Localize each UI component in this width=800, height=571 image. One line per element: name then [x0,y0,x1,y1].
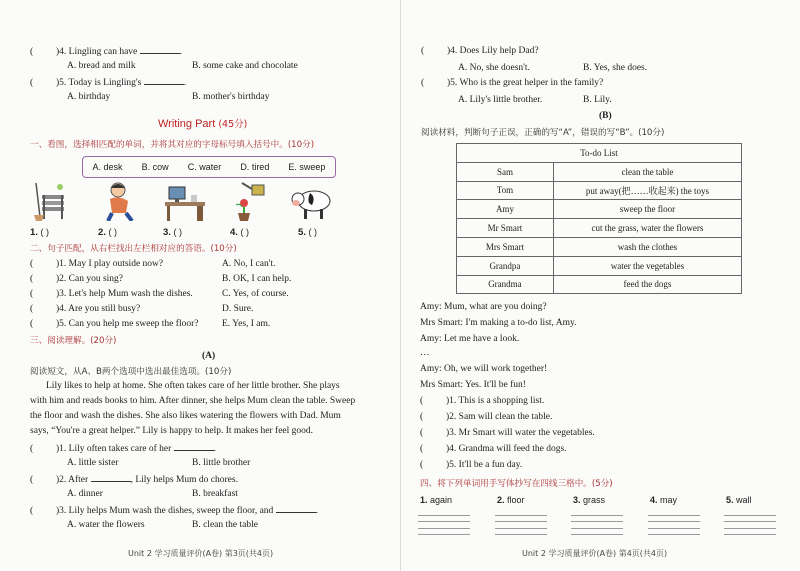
part-a-instruction: 阅读短文，从A、B两个选项中选出最佳选项。(10分) [30,367,232,377]
option-b: B. little brother [192,458,251,468]
answer-paren[interactable]: ( ) [308,227,317,237]
copy-word: 5. wall [726,495,752,505]
tf-question: ( )3. Mr Smart will water the vegetables. [420,428,595,438]
picture-label: 2. ( ) [98,227,117,238]
tf-question: ( )1. This is a shopping list. [420,396,545,406]
answer-paren[interactable]: ( ) [108,227,117,237]
match-answer: D. Sure. [222,304,254,314]
handwriting-lines[interactable] [571,509,623,535]
match-answer: A. No, I can't. [222,259,276,269]
answer-paren[interactable]: ( ) [240,227,249,237]
option-a: A. Lily's little brother. [458,95,543,105]
word-option: C. water [187,162,222,172]
tf-question: ( )2. Sam will clean the table. [420,412,553,422]
section-2-heading: 二、句子匹配，从右栏找出左栏相对应的答语。(10分) [30,244,237,254]
handwriting-lines[interactable] [724,509,776,535]
reading-question: ( )2. After , Lily helps Mum do chores. [30,475,238,485]
reading-question: ( )3. Lily helps Mum wash the dishes, sweep the floor, and . [30,506,319,516]
handwriting-lines[interactable] [495,509,547,535]
answer-blank[interactable] [144,76,184,85]
answer-blank[interactable] [140,45,180,54]
section-4-heading: 四、将下列单词用手写体抄写在四线三格中。(5分) [420,479,613,489]
option-b: B. clean the table [192,520,258,530]
tired-person-picture [98,181,142,221]
desk-picture [163,181,207,221]
passage-line: says, “You're a great helper.” Lily is happy to help. It makes her feel good. [30,426,314,436]
option-a: A. water the flowers [67,520,145,530]
question-5: ()5. Today is Lingling's . [30,78,187,88]
page-footer: Unit 2 学习质量评价(A卷) 第3页(共4页) [128,549,274,558]
table-row: Mrs Smart wash the clothes [457,237,742,256]
cow-picture [290,181,334,221]
writing-part-title: Writing Part (45分) [158,118,248,130]
table-row: Amy sweep the floor [457,200,742,219]
match-answer: B. OK, I can help. [222,274,292,284]
section-1-heading: 一、看图，选择相匹配的单词，并将其对应的字母标号填入括号中。(10分) [30,140,315,150]
dialog-line: Amy: Oh, we will work together! [420,364,548,374]
dialog-line: Amy: Mum, what are you doing? [420,302,547,312]
match-row: ( )3. Let's help Mum wash the dishes. [30,289,193,299]
match-row: ( )1. May I play outside now? [30,259,164,269]
copy-word: 3. grass [573,495,606,505]
table-row: Grandpa water the vegetables [457,256,742,275]
match-answer: C. Yes, of course. [222,289,289,299]
picture-label: 5. ( ) [298,227,317,238]
table-row: Tom put away(把……收起来) the toys [457,181,742,200]
match-answer: E. Yes, I am. [222,319,271,329]
todo-list-table [456,143,742,294]
passage-line: with him and reads books to him. After dinner, she helps Mum clean the table. Sweep [30,396,356,406]
option-b: B. Yes, she does. [583,63,648,73]
part-b-instruction: 阅读材料，判断句子正误，正确的写“A”，错误的写“B”。(10分) [421,128,665,138]
word-option: B. cow [141,162,169,172]
word-option: D. tired [240,162,270,172]
todo-title: To-do List [457,144,742,163]
sweeping-broom-picture [30,181,74,221]
handwriting-lines[interactable] [418,509,470,535]
answer-paren[interactable]: ( ) [40,227,49,237]
option-b: B. some cake and chocolate [192,61,298,71]
option-b: B. Lily. [583,95,612,105]
copy-word: 1. again [420,495,453,505]
question-4: ()4. Lingling can have . [30,47,183,57]
picture-label: 1. ( ) [30,227,49,238]
option-a: A. bread and milk [67,61,136,71]
reading-question: ( )1. Lily often takes care of her . [30,444,217,454]
option-a: A. No, she doesn't. [458,63,530,73]
dialog-line: … [420,348,430,358]
word-option: A. desk [92,162,123,172]
question-5: ( )5. Who is the great helper in the family? [421,78,604,88]
part-b-label: (B) [599,111,612,121]
option-a: A. birthday [67,92,111,102]
table-row: Mr Smart cut the grass, water the flowers [457,219,742,238]
option-a: A. dinner [67,489,103,499]
page-footer: Unit 2 学习质量评价(A卷) 第4页(共4页) [522,549,668,558]
option-b: B. mother's birthday [192,92,270,102]
tf-question: ( )5. It'll be a fun day. [420,460,523,470]
word-bank [82,156,336,178]
watering-can-picture [230,181,274,221]
part-a-label: (A) [202,351,216,361]
picture-label: 3. ( ) [163,227,182,238]
table-row: Grandma feed the dogs [457,275,742,294]
dialog-line: Mrs Smart: Yes. It'll be fun! [420,380,526,390]
option-b: B. breakfast [192,489,238,499]
dialog-line: Mrs Smart: I'm making a to-do list, Amy. [420,318,577,328]
question-4: ( )4. Does Lily help Dad? [421,46,539,56]
match-row: ( )2. Can you sing? [30,274,124,284]
word-option: E. sweep [288,162,326,172]
section-3-heading: 三、阅读理解。(20分) [30,336,117,346]
passage-line: the floor and wash the dishes. She also likes watering the flowers with Dad. Mum [30,411,341,421]
handwriting-lines[interactable] [648,509,700,535]
match-row: ( )4. Are you still busy? [30,304,141,314]
table-row: Sam clean the table [457,162,742,181]
option-a: A. little sister [67,458,119,468]
dialog-line: Amy: Let me have a look. [420,334,520,344]
copy-word: 2. floor [497,495,525,505]
answer-paren[interactable]: ( ) [173,227,182,237]
tf-question: ( )4. Grandma will feed the dogs. [420,444,567,454]
passage-line: Lily likes to help at home. She often takes care of her little brother. She plays [46,381,340,391]
copy-word: 4. may [650,495,678,505]
match-row: ( )5. Can you help me sweep the floor? [30,319,199,329]
picture-label: 4. ( ) [230,227,249,238]
